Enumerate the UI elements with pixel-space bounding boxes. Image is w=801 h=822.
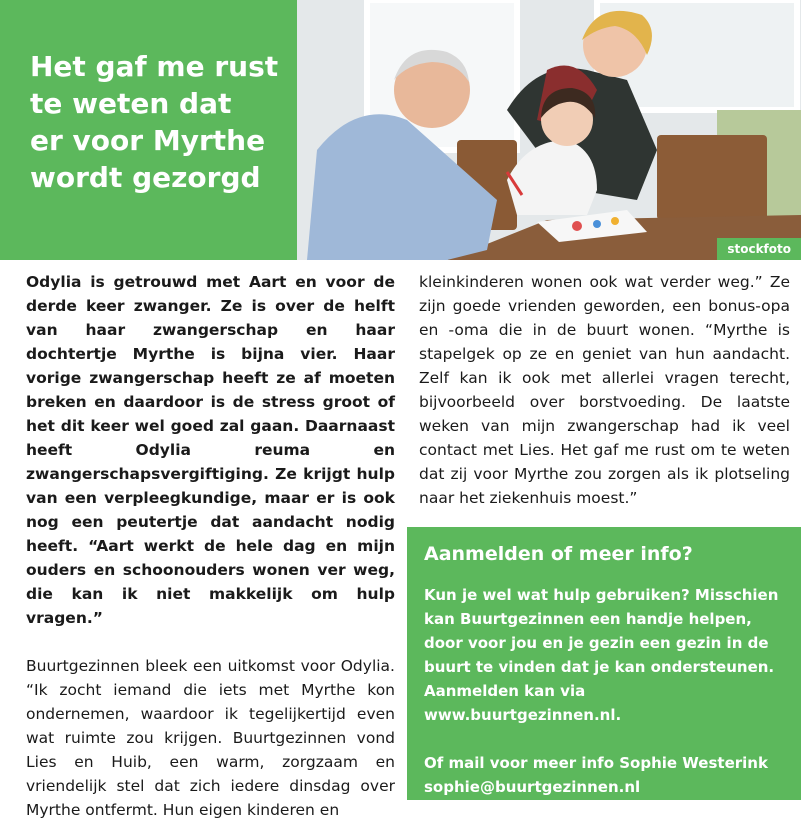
mail-contact: Of mail voor meer info Sophie Westerink [424,754,768,772]
info-text: Kun je wel wat hulp gebruiken? Misschien kan Buurtgezinnen een handje helpen, door voor jou en je gezin een gezin in de buurt te vinden dat je kan ondersteunen. Aanmelden kan via www.buurtgezinnen.nl. [424,586,779,724]
article-paragraph: kleinkinderen wonen ook wat verder weg.” Ze zijn goede vrienden geworden, een bonus-opa en -oma die in de buurt wonen. “Myrthe is stapelgek op ze en geniet van hun aandacht. Zelf kan ik ook met allerlei vragen terecht, bijvoorbeeld over borstvoeding. De laatste weken van mijn zwangerschap had ik veel contact met Lies. Het gaf me rust om te weten dat zij voor Myrthe zou zorgen als ik plotseling naar het ziekenhuis moest.” [419,273,790,507]
family-illustration [297,0,801,260]
mail-address[interactable]: sophie@buurtgezinnen.nl [424,778,641,796]
article-paragraph: Buurtgezinnen bleek een uitkomst voor Odylia. “Ik zocht iemand die iets met Myrthe kon ondernemen, waardoor ik tegelijkertijd even wat ruimte zou krijgen. Buurtgezinnen vond Lies en Huib, een warm, zorgzaam en vriendelijk stel dat zich iedere dinsdag over Myrthe ontfermt. Hun eigen kinderen en [26,657,395,819]
hero [0,0,801,260]
headline-line: er voor Myrthe [30,124,266,157]
info-title: Aanmelden of meer info? [424,543,693,565]
headline-line: Het gaf me rust [30,50,279,83]
headline-line: wordt gezorgd [30,161,261,194]
info-mail [424,751,787,799]
article-column-left [26,270,395,822]
article-column-right [419,270,790,510]
headline [30,48,292,196]
article-lead: Odylia is getrouwd met Aart en voor de derde keer zwanger. Ze is over de helft van haar zwangerschap en haar dochtertje Myrthe is bijna vier. Haar vorige zwangerschap heeft ze af moeten breken en daardoor is de stress groot of het dit keer wel goed zal gaan. Daarnaast heeft Odylia reuma en zwangerschapsvergiftiging. Ze krijgt hulp van een verpleegkundige, maar er is ook nog een peutertje dat aandacht nodig heeft. “Aart werkt de hele dag en mijn ouders en schoonouders wonen ver weg, die kan ik niet makkelijk om hulp vragen.” [26,273,395,627]
headline-line: te weten dat [30,87,232,120]
chair-back [657,135,767,220]
paint-dot [572,221,582,231]
paint-dot [611,217,619,225]
info-box [407,527,801,800]
paint-dot [593,220,601,228]
family-photo [297,0,801,260]
photo-credit: stockfoto [717,238,801,260]
headline-box [0,0,297,260]
